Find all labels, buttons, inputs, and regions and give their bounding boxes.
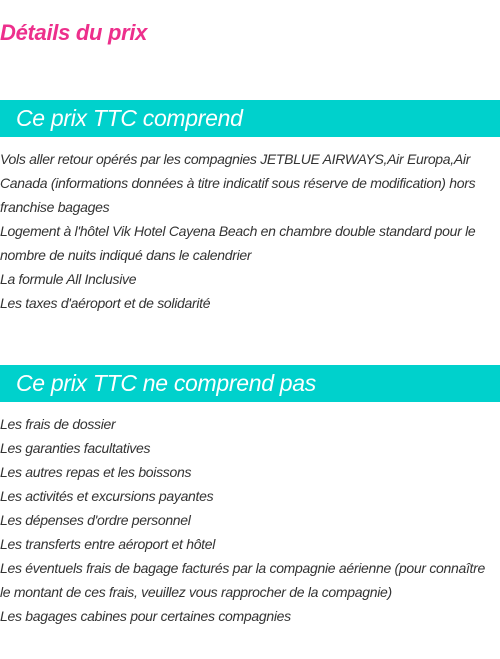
list-item: Les activités et excursions payantes <box>0 488 214 504</box>
list-item: Les éventuels frais de bagage facturés par la compagnie aérienne (pour connaître le montant de ces frais, veuillez vous rapprocher de la compagnie) <box>0 560 485 600</box>
list-item: Logement à l'hôtel Vik Hotel Cayena Beach en chambre double standard pour le nombre de nuits indiqué dans le calendrier <box>0 223 476 263</box>
list-item: Les transferts entre aéroport et hôtel <box>0 536 216 552</box>
list-item: Les frais de dossier <box>0 416 116 432</box>
included-section-heading: Ce prix TTC comprend <box>0 100 500 137</box>
list-item: Les autres repas et les boissons <box>0 464 192 480</box>
excluded-section-heading: Ce prix TTC ne comprend pas <box>0 365 500 402</box>
list-item: Les garanties facultatives <box>0 440 151 456</box>
list-item: Les taxes d'aéroport et de solidarité <box>0 295 211 311</box>
list-item: Les dépenses d'ordre personnel <box>0 512 191 528</box>
list-item: Vols aller retour opérés par les compagnies JETBLUE AIRWAYS,Air Europa,Air Canada (informations données à titre indicatif sous réserve de modification) hors franchise bagages <box>0 151 476 215</box>
page-title: Détails du prix <box>0 20 148 45</box>
list-item: La formule All Inclusive <box>0 271 137 287</box>
included-list <box>0 147 496 315</box>
list-item: Les bagages cabines pour certaines compagnies <box>0 608 291 624</box>
excluded-list <box>0 412 496 628</box>
